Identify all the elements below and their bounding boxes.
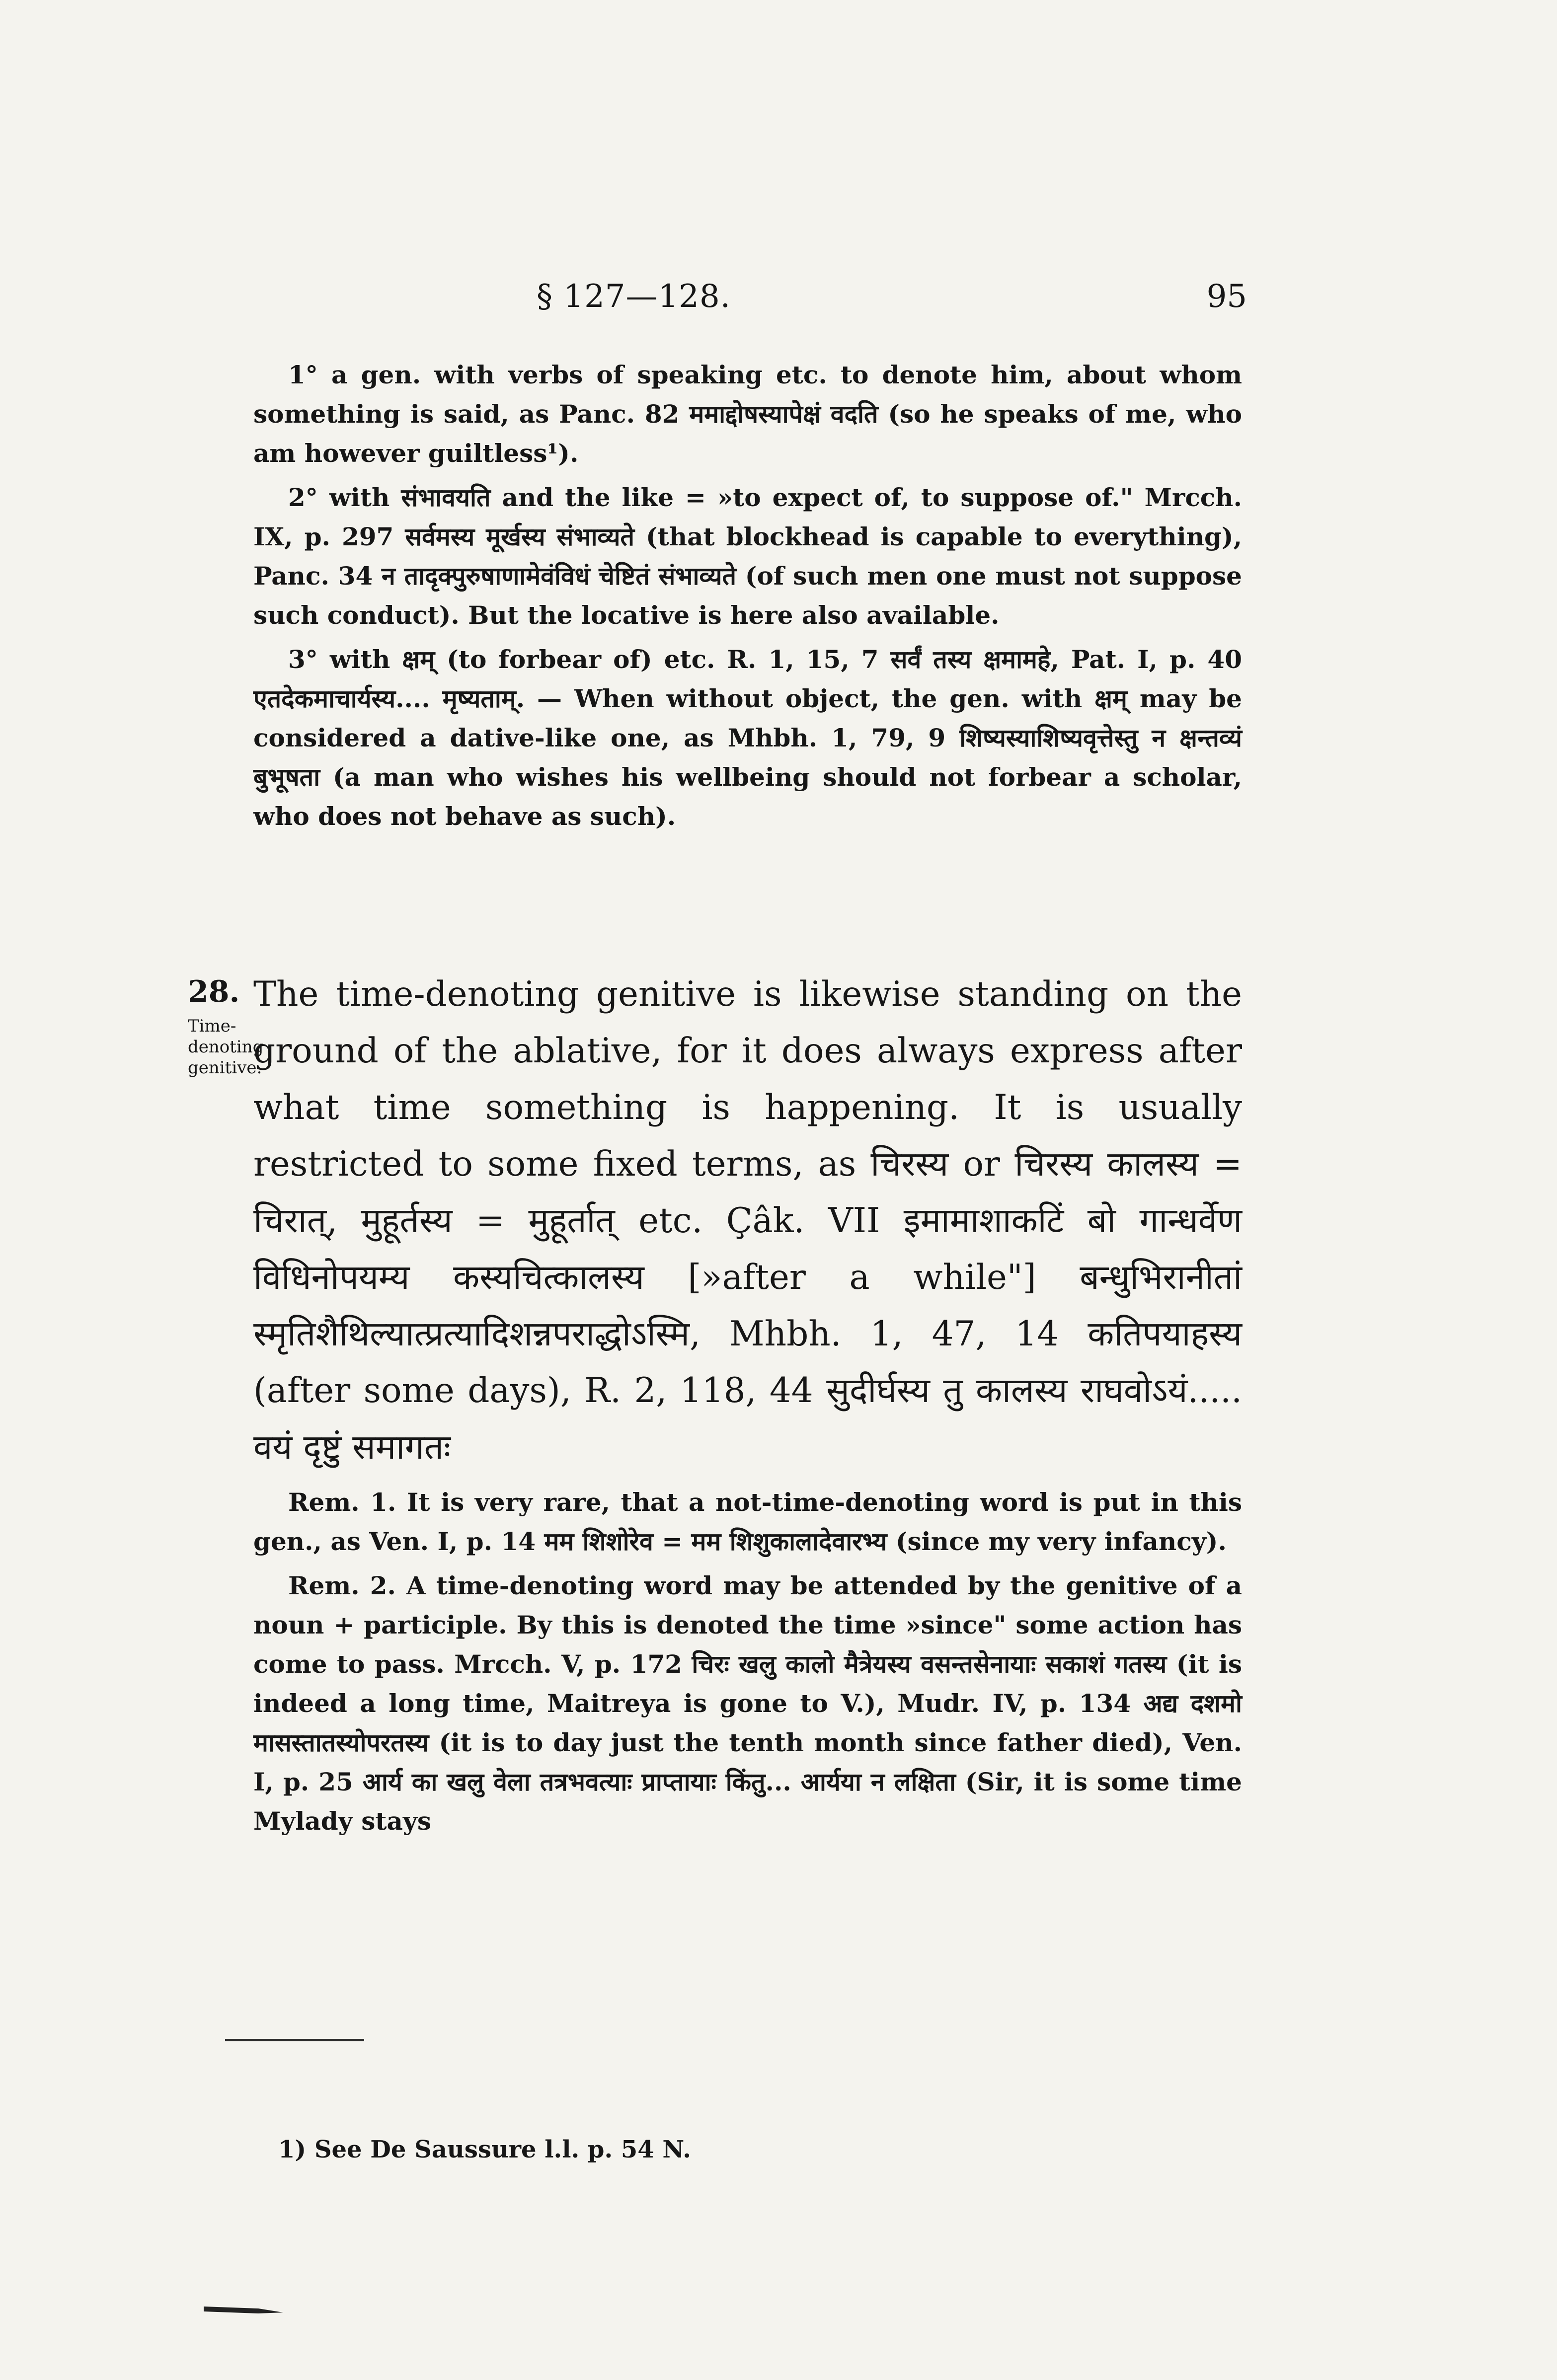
footnote-rule: [225, 2039, 364, 2041]
printer-mark: [204, 2305, 283, 2315]
section-heading: § 127—128.: [537, 278, 731, 315]
remark-1: Rem. 1. It is very rare, that a not-time-denoting word is put in this gen., as Ven. I, p. 14 मम शिशोरेव = मम शिशुकालादेवारभ्य (since my very infancy).: [253, 1488, 1242, 1556]
margin-note: Time-denoting genitive.: [188, 1016, 264, 1078]
paragraph-1: 1° a gen. with verbs of speaking etc. to denote him, about whom something is said, as Panc. 82 ममाद्दोषस्यापेक्षं वदति (so he speaks of me, who am however guiltless¹).: [253, 360, 1242, 468]
paragraph-2: 2° with संभावयति and the like = »to expect of, to suppose of." Mrcch. IX, p. 297 सर्वमस्य मूर्खस्य संभाव्यते (that blockhead is capable to everything), Panc. 34 न तादृक्पुरुषाणामेवंविधं चेष्टितं संभाव्यते (of such men one must not suppose such conduct). But the locative is here also available.: [253, 483, 1242, 630]
running-header: [234, 278, 1247, 323]
main-paragraph: The time-denoting genitive is likewise standing on the ground of the ablative, for it does always express after what time something is happening. It is usually restricted to some fixed terms, as चिरस्य or चिरस्य कालस्य = चिरात्, मुहूर्तस्य = मुहूर्तात् etc. Çâk. VII इमामाशाकटिं बो गान्धर्वेण विधिनोपयम्य कस्यचित्कालस्य [»after a while"] बन्धुभिरानीतां स्मृतिशैथिल्यात्प्रत्यादिशन्नपराद्धोऽस्मि, Mhbh. 1, 47, 14 कतिपयाहस्य (after some days), R. 2, 118, 44 सुदीर्घस्य तु कालस्य राघवोऽयं..... वयं दृष्टुं समागतः: [253, 974, 1242, 1467]
paragraph-3: 3° with क्षम् (to forbear of) etc. R. 1, 15, 7 सर्वं तस्य क्षमामहे, Pat. I, p. 40 एतदेकमाचार्यस्य.... मृष्यताम्. — When without object, the gen. with क्षम् may be considered a dative-like one, as Mhbh. 1, 79, 9 शिष्यस्याशिष्यवृत्तेस्तु न क्षन्तव्यं बुभूषता (a man who wishes his wellbeing should not forbear a scholar, who does not behave as such).: [253, 645, 1242, 831]
footnote: 1) See De Saussure l.l. p. 54 N.: [278, 2136, 691, 2163]
top-paragraphs: [253, 355, 1242, 841]
main-block: [253, 966, 1242, 1846]
page-number: 95: [1206, 278, 1247, 315]
section-number: 28.: [188, 974, 240, 1009]
remark-2: Rem. 2. A time-denoting word may be attended by the genitive of a noun + participle. By this is denoted the time »since" some action has come to pass. Mrcch. V, p. 172 चिरः खलु कालो मैत्रेयस्य वसन्तसेनायाः सकाशं गतस्य (it is indeed a long time, Maitreya is gone to V.), Mudr. IV, p. 134 अद्य दशमो मासस्तातस्योपरतस्य (it is to day just the tenth month since father died), Ven. I, p. 25 आर्य का खलु वेला तत्रभवत्याः प्राप्तायाः किंतु... आर्यया न लक्षिता (Sir, it is some time Mylady stays: [253, 1571, 1242, 1836]
